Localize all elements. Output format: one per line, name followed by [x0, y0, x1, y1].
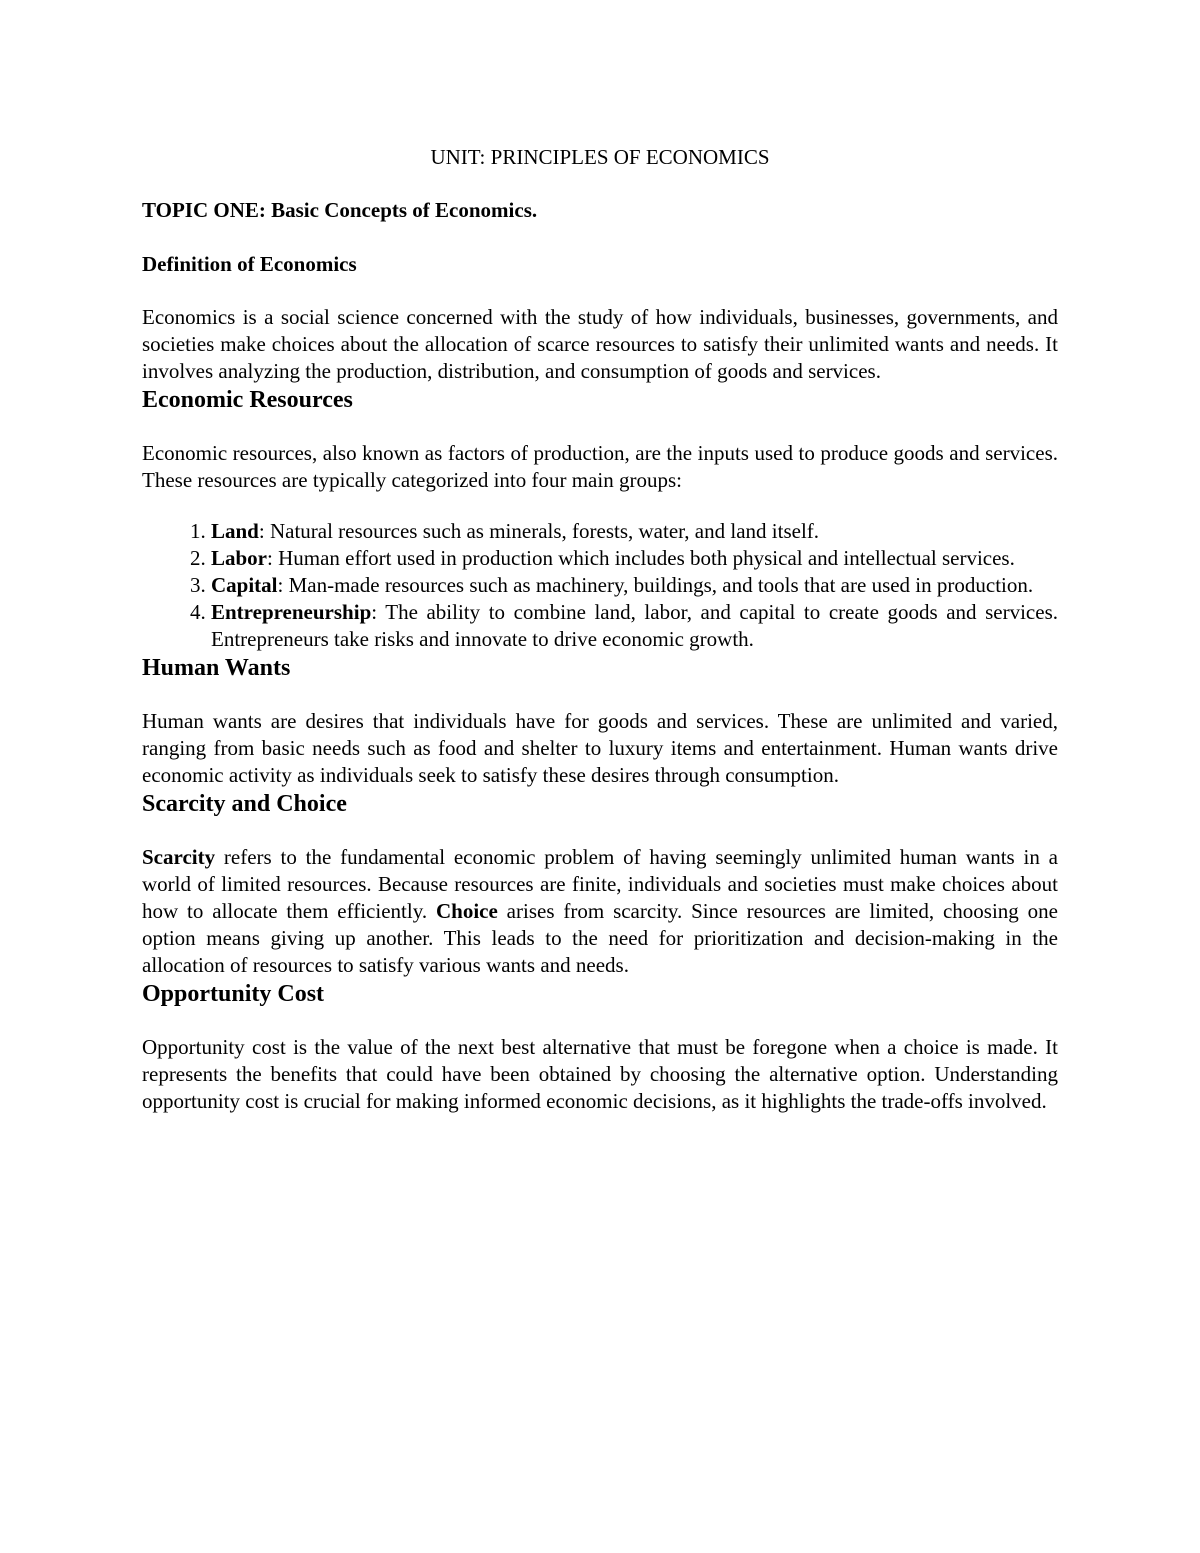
- human-wants-paragraph: Human wants are desires that individuals have for goods and services. These are unlimited and varied, ranging from basic needs such as food and shelter to luxury items and entertainment. Human wants drive economic activity as individuals seek to satisfy these desires through consumption.: [142, 709, 1058, 787]
- resource-text-labor: : Human effort used in production which includes both physical and intellectual services.: [267, 546, 1015, 570]
- list-item: [211, 545, 1058, 572]
- choice-text: arises from scarcity. Since resources are limited, choosing one option means giving up another. This leads to the need for prioritization and decision-making in the allocation of resources to satisfy various wants and needs.: [142, 899, 1058, 977]
- choice-term: Choice: [435, 899, 498, 923]
- resource-text-entrepreneurship: : The ability to combine land, labor, and capital to create goods and services. Entrepreneurs take risks and innovate to drive economic growth.: [211, 600, 1058, 651]
- resource-term-entrepreneurship: Entrepreneurship: [211, 600, 372, 624]
- list-item: [211, 518, 1058, 545]
- opportunity-cost-paragraph: Opportunity cost is the value of the next best alternative that must be foregone when a choice is made. It represents the benefits that could have been obtained by choosing the alternative option. Understanding opportunity cost is crucial for making informed economic decisions, as it highlights the trade-offs involved.: [142, 1035, 1058, 1113]
- scarcity-choice-paragraph: [142, 844, 1058, 979]
- opportunity-cost-heading: Opportunity Cost: [142, 981, 325, 1007]
- economic-resources-intro: Economic resources, also known as factors of production, are the inputs used to produce goods and services. These resources are typically categorized into four main groups:: [142, 441, 1058, 492]
- resource-text-land: : Natural resources such as minerals, forests, water, and land itself.: [258, 519, 820, 543]
- human-wants-heading: Human Wants: [142, 655, 291, 681]
- list-item: [211, 599, 1058, 653]
- resource-term-labor: Labor: [211, 546, 268, 570]
- unit-title: UNIT: PRINCIPLES OF ECONOMICS: [430, 145, 770, 169]
- list-item: [211, 572, 1058, 599]
- definition-heading: Definition of Economics: [142, 252, 357, 276]
- definition-paragraph: Economics is a social science concerned with the study of how individuals, businesses, governments, and societies make choices about the allocation of scarce resources to satisfy their unlimited wants and needs. It involves analyzing the production, distribution, and consumption of goods and services.: [142, 305, 1058, 383]
- scarcity-term: Scarcity: [142, 845, 216, 869]
- resource-term-land: Land: [211, 519, 259, 543]
- resource-term-capital: Capital: [211, 573, 278, 597]
- resources-list: [142, 518, 1058, 653]
- document-page: [142, 140, 1058, 1115]
- economic-resources-heading: Economic Resources: [142, 387, 353, 413]
- scarcity-choice-heading: Scarcity and Choice: [142, 791, 347, 817]
- scarcity-text: refers to the fundamental economic problem of having seemingly unlimited human wants in a world of limited resources. Because resources are finite, individuals and societies must make choices about how to allocate them efficiently.: [142, 845, 1058, 923]
- resource-text-capital: : Man-made resources such as machinery, buildings, and tools that are used in production.: [277, 573, 1034, 597]
- topic-title: TOPIC ONE: Basic Concepts of Economics.: [142, 198, 538, 222]
